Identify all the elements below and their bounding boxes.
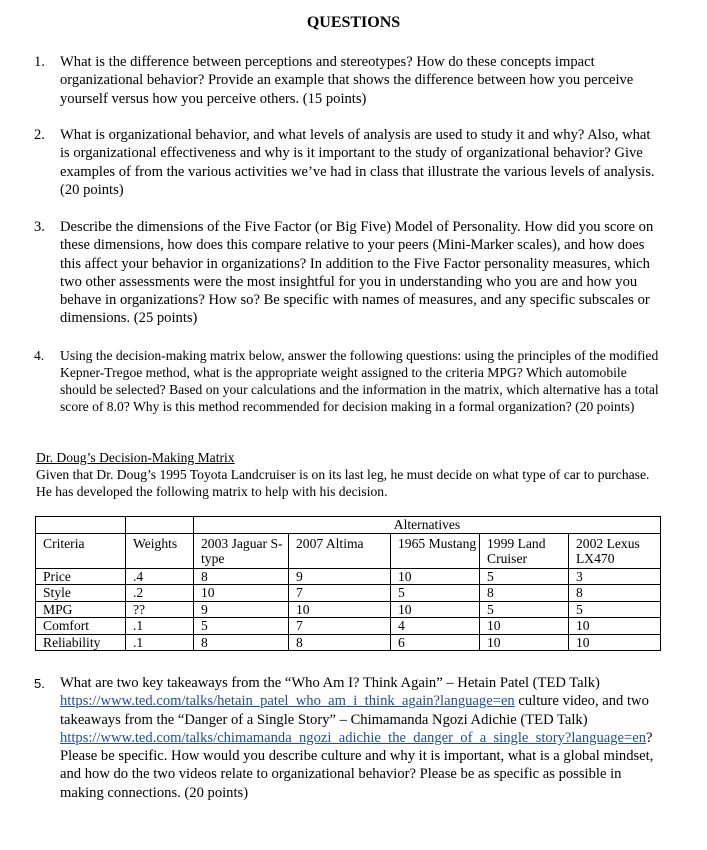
question-text: What is the difference between perceptions and stereotypes? How do these concepts impact organizational behavior? Provide an example that shows the difference between how you perceive yourself versus how you perceive others. (15 points)	[60, 54, 634, 107]
matrix-group-row	[36, 517, 661, 534]
question-text-part: ? Please be specific. How would you describe culture and why it is important, what is a global mindset, and how do the two videos relate to organizational behavior? Please be as specific as possible in making connections. (20 points)	[60, 729, 654, 801]
header-land-cruiser: 1999 Land Cruiser	[480, 533, 569, 568]
table-cell: ??	[126, 601, 194, 618]
empty-header-cell	[126, 517, 194, 534]
table-cell: 8	[569, 585, 661, 602]
matrix-header-row	[36, 533, 661, 568]
header-mustang: 1965 Mustang	[391, 533, 480, 568]
table-cell: 3	[569, 568, 661, 585]
header-jaguar: 2003 Jaguar S-type	[194, 533, 289, 568]
question-1	[34, 53, 662, 108]
question-text	[60, 674, 662, 802]
header-criteria: Criteria	[36, 533, 126, 568]
table-cell: .2	[126, 585, 194, 602]
question-4	[34, 347, 662, 415]
table-cell: 5	[569, 601, 661, 618]
table-cell: 4	[391, 618, 480, 635]
table-cell: 10	[569, 618, 661, 635]
table-cell: 10	[289, 601, 391, 618]
table-cell: .1	[126, 634, 194, 651]
table-row	[36, 601, 661, 618]
decision-matrix	[35, 516, 661, 651]
table-cell: 8	[289, 634, 391, 651]
case-text: Given that Dr. Doug’s 1995 Toyota Landcruiser is on its last leg, he must decide on what type of car to purchase. He has developed the following matrix to help with his decision.	[36, 467, 650, 499]
table-cell: 7	[289, 618, 391, 635]
table-cell: 5	[480, 568, 569, 585]
table-cell: Price	[36, 568, 126, 585]
table-cell: .1	[126, 618, 194, 635]
case-description	[36, 449, 666, 500]
table-row	[36, 634, 661, 651]
table-cell: 10	[569, 634, 661, 651]
table-cell: 5	[480, 601, 569, 618]
table-cell: 10	[391, 601, 480, 618]
question-text: Describe the dimensions of the Five Factor (or Big Five) Model of Personality. How did you score on these dimensions, how does this compare relative to your peers (Mini-Marker scales), and how does this affect your behavior in organizations? In addition to the Five Factor personality measures, which two other assessments were the most insightful for you in understanding who you are and how you behave in organizations? How so? Be specific with names of measures, and any specific subscales or dimensions. (25 points)	[60, 219, 654, 327]
ted-link-hetain-patel[interactable]: https://www.ted.com/talks/hetain_patel_who_am_i_think_again?language=en	[60, 693, 515, 710]
table-cell: 10	[391, 568, 480, 585]
case-title: Dr. Doug’s Decision-Making Matrix	[36, 450, 235, 465]
question-number: 2.	[34, 127, 45, 143]
empty-header-cell	[36, 517, 126, 534]
table-cell: 10	[194, 585, 289, 602]
question-text-part: culture video, and two takeaways from the “Danger of a Single Story” – Chimamanda Ngozi Adichie (TED Talk)	[60, 693, 649, 728]
table-cell: .4	[126, 568, 194, 585]
table-cell: Reliability	[36, 634, 126, 651]
table-cell: 10	[480, 634, 569, 651]
table-cell: 8	[194, 568, 289, 585]
header-altima: 2007 Altima	[289, 533, 391, 568]
table-cell: 6	[391, 634, 480, 651]
page-title: QUESTIONS	[306, 14, 401, 31]
table-cell: 8	[480, 585, 569, 602]
table-row	[36, 585, 661, 602]
question-3	[34, 218, 662, 328]
table-cell: MPG	[36, 601, 126, 618]
question-text: Using the decision-making matrix below, answer the following questions: using the principles of the modified Kepner-Tregoe method, what is the appropriate weight assigned to the criteria MPG? Which automobile should be selected? Based on your calculations and the information in the matrix, which alternative has a total score of 8.0? Why is this method recommended for decision making in a formal organization? (20 points)	[60, 348, 659, 414]
table-cell: 10	[480, 618, 569, 635]
table-cell: Comfort	[36, 618, 126, 635]
header-weights: Weights	[126, 533, 194, 568]
question-number: 1.	[34, 54, 45, 70]
table-cell: 9	[289, 568, 391, 585]
table-cell: 9	[194, 601, 289, 618]
question-number: 5.	[34, 676, 45, 691]
table-cell: 5	[391, 585, 480, 602]
table-row	[36, 618, 661, 635]
question-5	[34, 674, 662, 802]
table-cell: 5	[194, 618, 289, 635]
question-text: What is organizational behavior, and what levels of analysis are used to study it and why? Also, what is organizational effectiveness and why is it important to the study of organizational behavior? Give examples of from the various activities we’ve had in class that illustrate the various levels of analysis. (20 points)	[60, 127, 655, 198]
table-cell: Style	[36, 585, 126, 602]
table-cell: 8	[194, 634, 289, 651]
question-number: 4.	[34, 348, 45, 363]
ted-link-chimamanda-adichie[interactable]: https://www.ted.com/talks/chimamanda_ngozi_adichie_the_danger_of_a_single_story?language=en	[60, 729, 647, 746]
question-2	[34, 126, 662, 199]
table-row	[36, 568, 661, 585]
alternatives-header: Alternatives	[194, 517, 661, 534]
table-cell: 7	[289, 585, 391, 602]
header-lexus: 2002 Lexus LX470	[569, 533, 661, 568]
question-text-part: What are two key takeaways from the “Who Am I? Think Again” – Hetain Patel (TED Talk)	[60, 675, 600, 691]
question-number: 3.	[34, 219, 45, 235]
